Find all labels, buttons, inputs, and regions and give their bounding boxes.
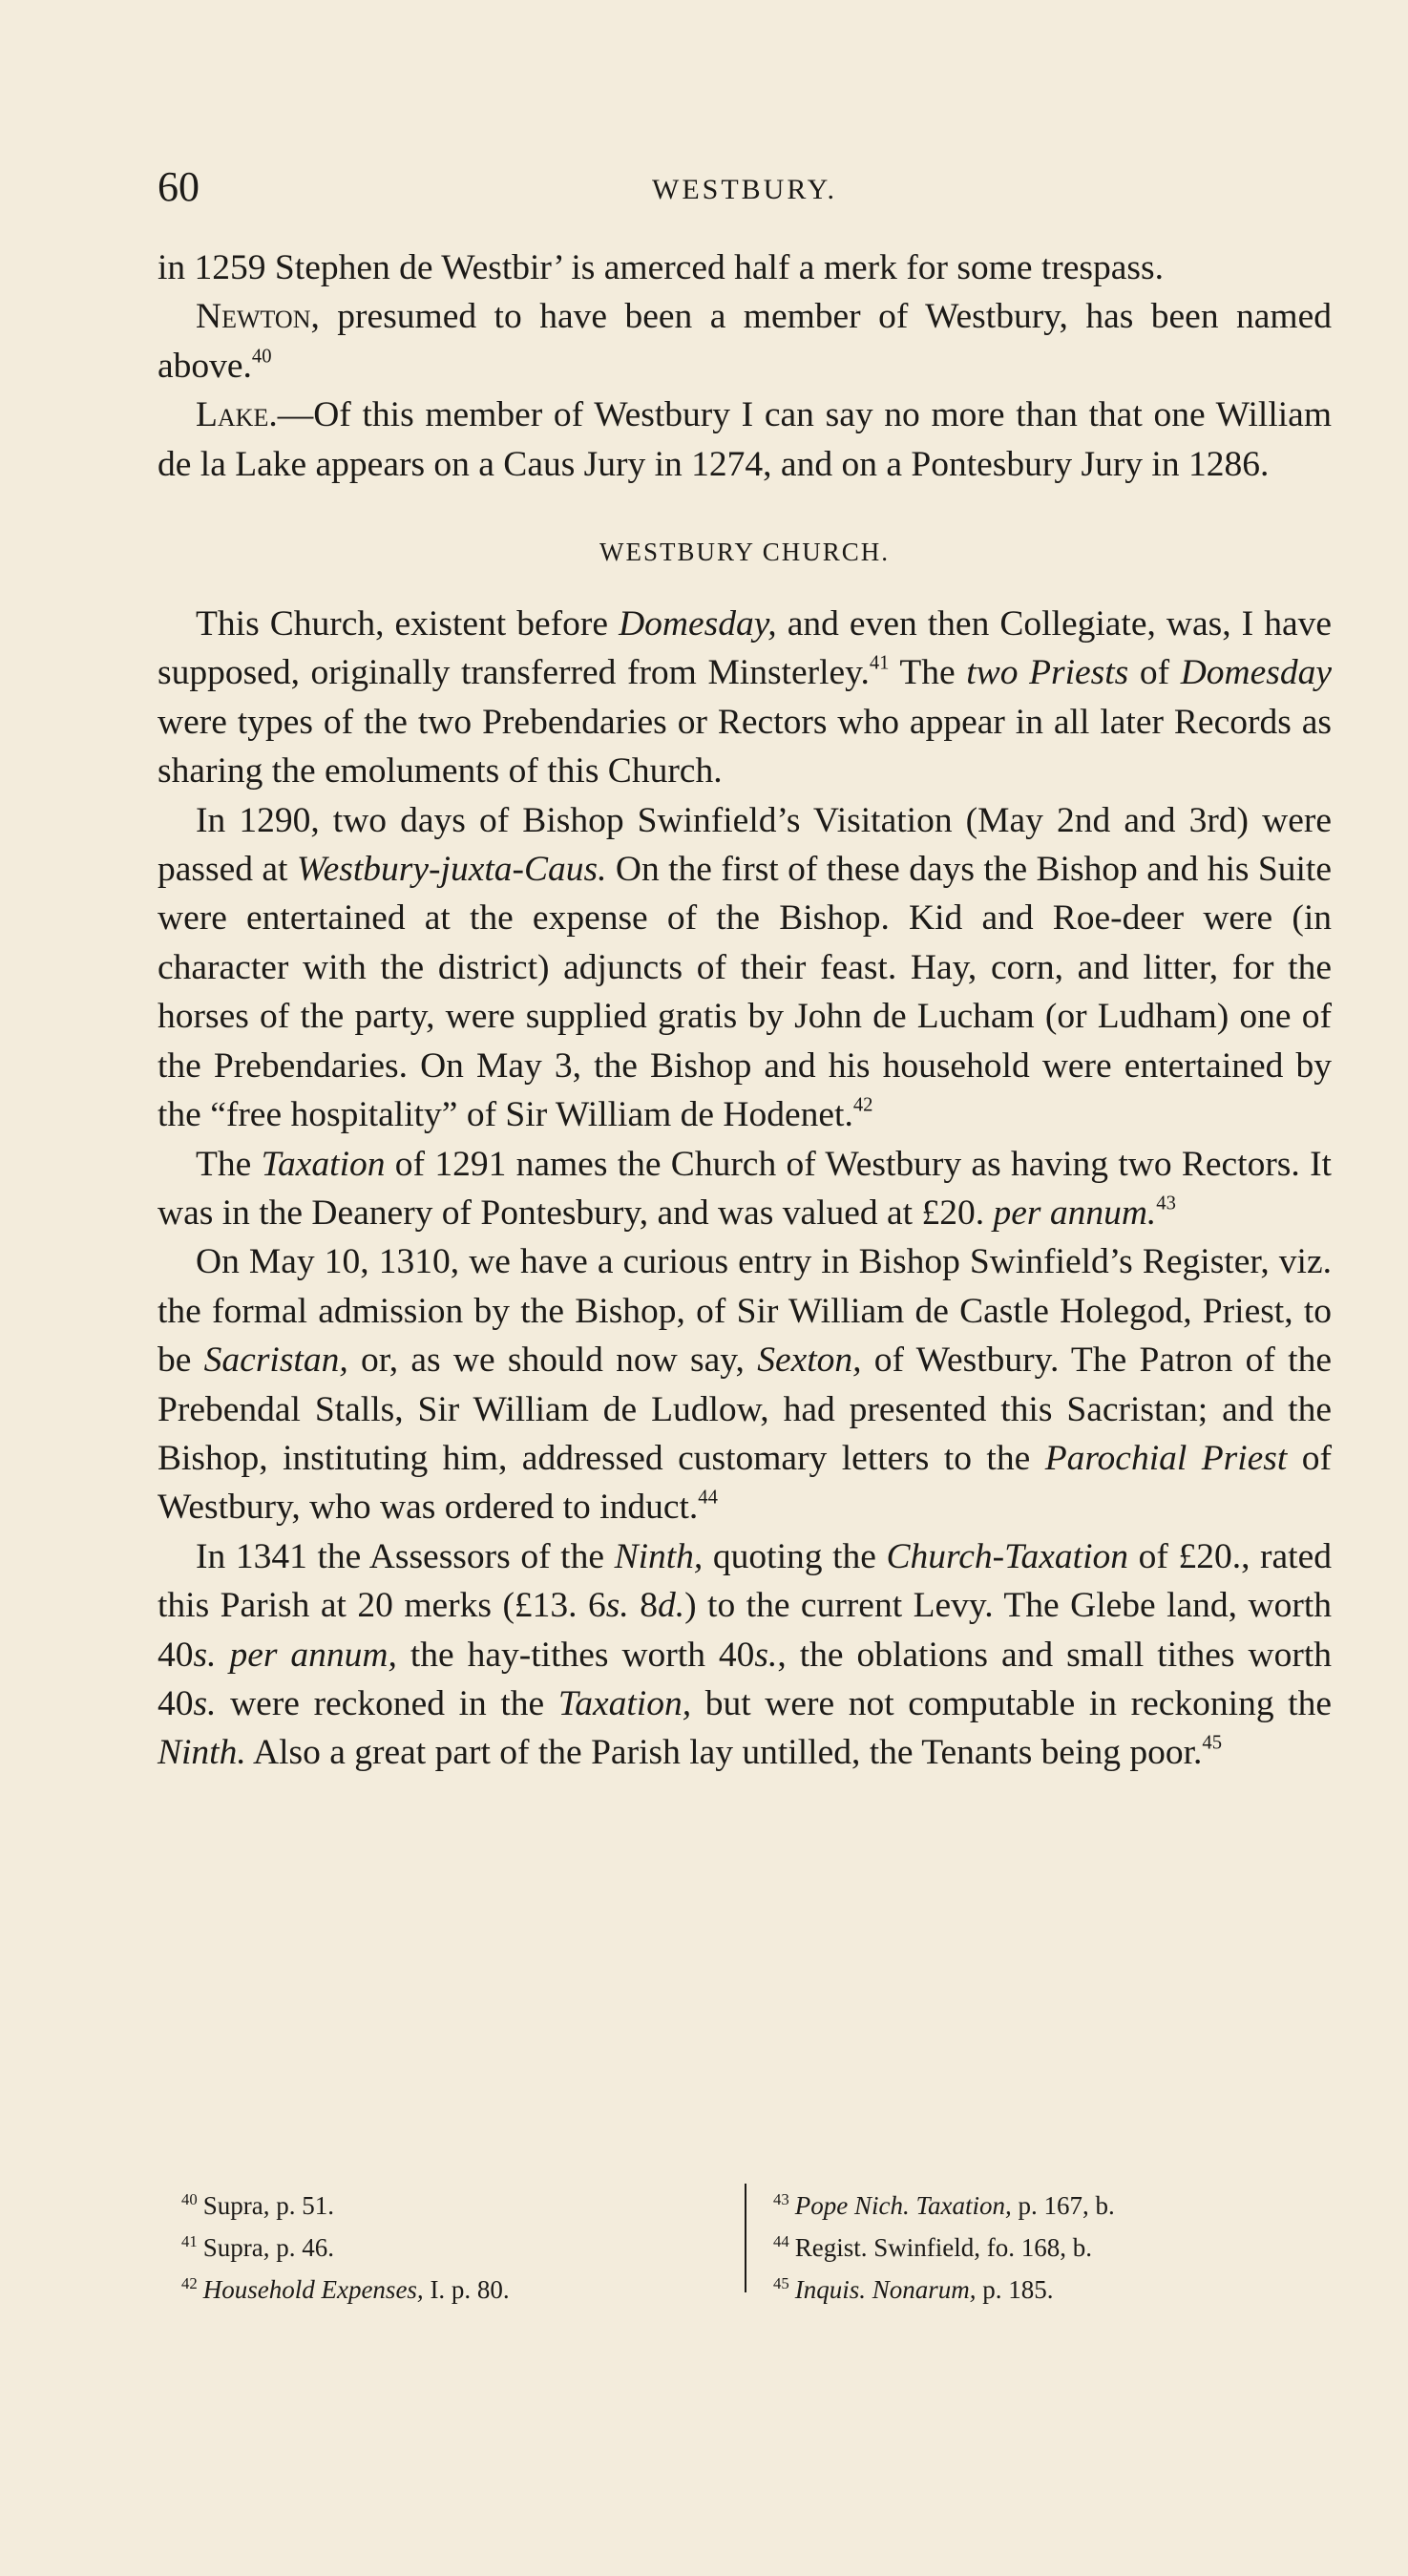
running-title: WESTBURY.: [652, 174, 837, 205]
text-run: In 1341 the Assessors of the: [196, 1536, 615, 1576]
italic-run: per annum,: [229, 1635, 397, 1675]
text-run: and even then Collegiate, was, I have supposed, originally transferred from Minsterley.: [158, 604, 1333, 693]
text-run: the hay-tithes worth 40: [396, 1635, 755, 1675]
footnote-41: [181, 2224, 697, 2266]
paragraph-trespass: [158, 243, 1332, 292]
running-head: [158, 162, 1332, 220]
footnote-italic: Household Expenses,: [202, 2275, 424, 2305]
footnote-italic: Inquis. Nonarum,: [794, 2275, 977, 2305]
footnote-ref: 40: [251, 346, 272, 368]
italic-run: per annum.: [993, 1193, 1157, 1233]
paragraph-text: —Of this member of Westbury I can say no more than that one William de la Lake appears on a Caus Jury in 1274, and on a Pontesbury Jury in 1286.: [158, 395, 1332, 484]
paragraph-visitation: [158, 796, 1332, 1140]
italic-run: Westbury-juxta-Caus.: [296, 850, 607, 890]
italic-run: Domesday,: [619, 604, 777, 644]
text-run: of Westbury, who was ordered to induct.: [158, 1438, 1332, 1528]
paragraph-sacristan: [158, 1237, 1332, 1531]
footnote-text: I. p. 80.: [423, 2275, 510, 2305]
text-run: This Church, existent before: [196, 604, 620, 644]
footnote-number: 40: [181, 2190, 198, 2208]
text-run: On the first of these days the Bishop and his Suite were entertained at the expense of the Bishop. Kid and Roe-deer were (in character with the district) adjuncts of their feast. Hay, corn, and litter, for the horses of the party, were supplied gratis by John de Lucham (or Ludham) one of the Prebendaries. On May 3, the Bishop and his household were entertained by the “free hospitality” of Sir William de Hodenet.: [158, 850, 1332, 1135]
paragraph-text: presumed to have been a member of Westbury, has been named above.: [158, 297, 1332, 386]
text-run: 8: [628, 1586, 658, 1626]
text-run: The: [889, 653, 967, 693]
footnote-number: 43: [773, 2190, 789, 2208]
footnote-42: [181, 2266, 697, 2308]
footnote-44: [773, 2224, 1327, 2266]
footnotes-left-column: [181, 2182, 697, 2308]
footnote-ref: 41: [869, 652, 890, 674]
text-run: or, as we should now say,: [347, 1341, 758, 1381]
text-run: The: [196, 1144, 262, 1184]
italic-run: Ninth,: [614, 1536, 704, 1576]
footnote-text: Supra, p. 46.: [202, 2233, 334, 2263]
text-run: were types of the two Prebendaries or Rectors who appear in all later Records as sharing the emoluments of this Church.: [158, 702, 1332, 792]
italic-run: d.: [657, 1586, 685, 1626]
footnote-number: 41: [181, 2232, 198, 2251]
text-run: quoting the: [703, 1536, 887, 1576]
italic-run: Ninth.: [158, 1733, 246, 1773]
paragraph-lake: [158, 391, 1332, 489]
footnote-ref: 42: [852, 1094, 873, 1116]
footnote-40: [181, 2182, 697, 2224]
footnote-number: 44: [773, 2232, 789, 2251]
footnote-divider: [745, 2184, 746, 2292]
italic-run: Parochial Priest: [1044, 1438, 1288, 1478]
paragraph-text: in 1259 Stephen de Westbir’ is amerced half a merk for some trespass.: [158, 248, 1164, 287]
text-run: of 1291 names the Church of Westbury as having two Rectors. It was in the Deanery of Pontesbury, and was valued at £20.: [158, 1144, 1332, 1233]
text-run: [216, 1636, 229, 1675]
footnote-text: Regist. Swinfield, fo. 168, b.: [794, 2233, 1092, 2263]
footnote-number: 45: [773, 2274, 789, 2293]
body-text: [158, 243, 1332, 1778]
place-name-lake: Lake.: [196, 395, 278, 435]
text-run: ) to the current Levy. The Glebe land, worth 40: [158, 1586, 1332, 1675]
italic-run: Taxation: [261, 1144, 386, 1184]
text-run: In 1290, two days of Bishop Swinfield’s Visitation (May 2nd and 3rd) were passed at: [158, 800, 1332, 890]
footnote-ref: 43: [1156, 1193, 1176, 1214]
footnote-text: p. 185.: [976, 2275, 1054, 2305]
italic-run: s.: [193, 1683, 217, 1723]
paragraph-church-origin: [158, 600, 1332, 796]
footnote-45: [773, 2266, 1327, 2308]
paragraph-newton: [158, 292, 1332, 391]
italic-run: Church-Taxation: [886, 1536, 1129, 1576]
paragraph-taxation: [158, 1140, 1332, 1238]
footnote-ref: 45: [1202, 1732, 1223, 1754]
footnote-italic: Pope Nich. Taxation,: [794, 2191, 1012, 2221]
text-run: but were not computable in reckoning the: [691, 1683, 1332, 1723]
text-run: of Westbury. The Patron of the Prebendal Stalls, Sir William de Ludlow, had presented this Sacristan; and the Bishop, instituting him, addressed customary letters to the: [158, 1341, 1332, 1478]
text-run: On May 10, 1310, we have a curious entry in Bishop Swinfield’s Register, viz. the formal admission by the Bishop, of Sir William de Castle Holegod, Priest, to be: [158, 1242, 1332, 1381]
text-run: were reckoned in the: [216, 1683, 558, 1723]
footnote-text: p. 167, b.: [1011, 2191, 1115, 2221]
italic-run: Domesday: [1180, 653, 1332, 693]
place-name-newton: Newton,: [196, 297, 320, 337]
text-run: , the oblations and small tithes worth 40: [158, 1635, 1332, 1723]
italic-run: s.: [193, 1635, 217, 1675]
italic-run: Taxation,: [557, 1683, 692, 1723]
footnote-text: Supra, p. 51.: [202, 2191, 334, 2221]
italic-run: Sacristan,: [203, 1341, 348, 1381]
italic-run: s.: [754, 1635, 778, 1675]
text-run: of: [1128, 653, 1181, 693]
italic-run: s.: [605, 1586, 629, 1626]
italic-run: Sexton,: [757, 1341, 862, 1381]
footnote-43: [773, 2182, 1327, 2224]
footnote-ref: 44: [698, 1487, 718, 1509]
text-run: Also a great part of the Parish lay untilled, the Tenants being poor.: [245, 1733, 1203, 1773]
paragraph-ninth: [158, 1532, 1332, 1778]
section-heading: WESTBURY CHURCH.: [599, 538, 891, 567]
italic-run: two Priests: [966, 653, 1129, 693]
page-number: 60: [158, 163, 200, 210]
footnotes-right-column: [773, 2182, 1327, 2308]
text-run: of £20., rated this Parish at 20 merks (£13. 6: [158, 1536, 1332, 1626]
footnote-number: 42: [181, 2274, 198, 2293]
